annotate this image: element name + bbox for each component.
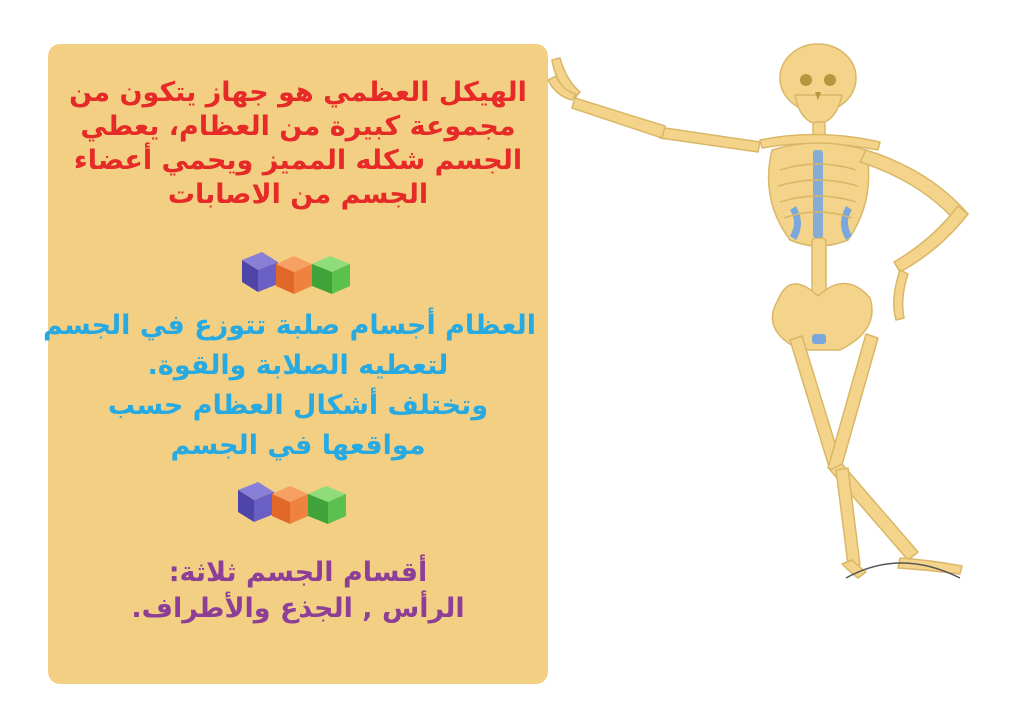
green-cube-icon — [312, 256, 350, 294]
parts-line: أقسام الجسم ثلاثة: — [168, 557, 428, 588]
cubes-icon — [228, 478, 360, 528]
intro-line: مجموعة كبيرة من العظام، يعطي — [80, 111, 516, 142]
intro-line: الهيكل العظمي هو جهاز يتكون من — [69, 77, 527, 108]
bones-line: مواقعها في الجسم — [170, 430, 426, 461]
bones-paragraph — [42, 306, 536, 466]
bones-line: وتختلف أشكال العظام حسب — [107, 390, 489, 421]
intro-line: الجسم شكله المميز ويحمي أعضاء — [73, 145, 523, 176]
intro-line: الجسم من الاصابات — [167, 179, 429, 210]
parts-line: الرأس , الجذع والأطراف. — [131, 593, 465, 624]
bones-line: لتعطيه الصلابة والقوة. — [147, 350, 449, 381]
purple-cube-icon — [238, 482, 274, 522]
orange-cube-icon — [276, 256, 312, 294]
green-cube-icon — [308, 486, 346, 524]
bones-line: العظام أجسام صلبة تتوزع في الجسم — [42, 310, 536, 341]
purple-cube-icon — [242, 252, 278, 292]
parts-paragraph — [60, 555, 536, 627]
cubes-icon — [232, 248, 364, 298]
skeleton-icon — [540, 30, 1000, 590]
orange-cube-icon — [272, 486, 308, 524]
intro-paragraph — [60, 76, 536, 212]
